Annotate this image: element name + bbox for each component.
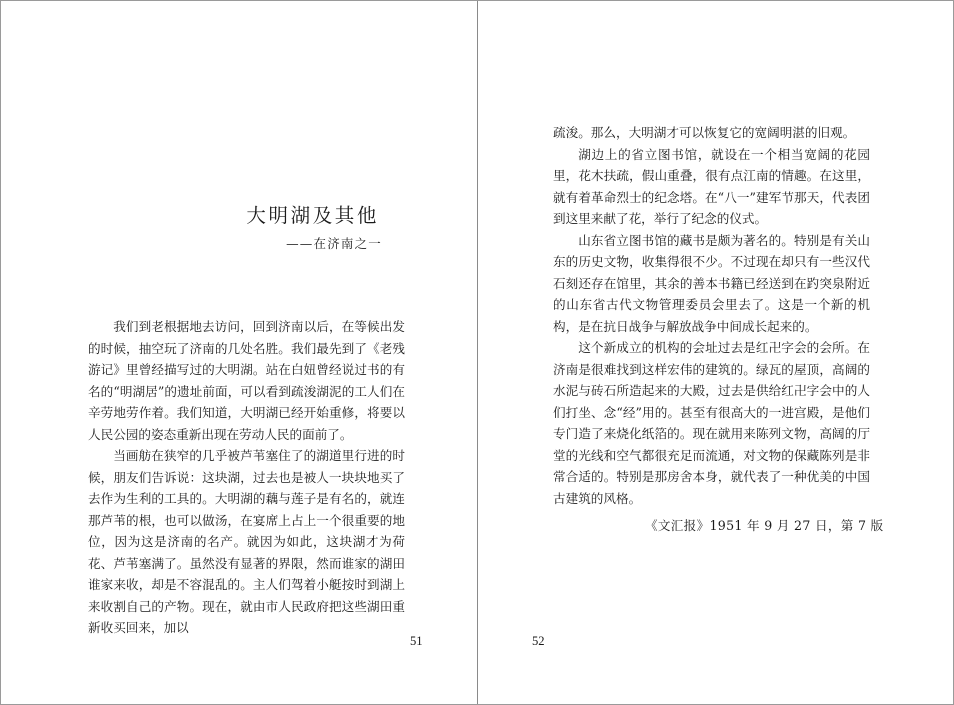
paragraph: 当画舫在狭窄的几乎被芦苇塞住了的湖道里行进的时候，朋友们告诉说：这块湖，过去也是被人一块块地买了去作为生利的工具的。大明湖的藕与莲子是有名的，就连那芦苇的根，也可以做汤，在宴席上占上一个很重要的地位，因为这是济南的名产。就因为如此，这块湖才为荷花、芦苇塞满了。虽然没有显著的界限，然而谁家的湖田谁家来收，却是不容混乱的。主人们驾着小艇按时到湖上来收割自己的产物。现在，就由市人民政府把这些湖田重新收买回来，加以 bbox=[88, 448, 405, 635]
source-citation: 《文汇报》1951 年 9 月 27 日，第 7 版 bbox=[645, 518, 884, 533]
right-body-text bbox=[553, 122, 870, 509]
page-number: 52 bbox=[532, 634, 545, 648]
paragraph-continuation: 疏浚。那么，大明湖才可以恢复它的宽阔明湛的旧观。 bbox=[553, 125, 856, 140]
article-subtitle: ——在济南之一 bbox=[286, 236, 382, 251]
left-page bbox=[1, 1, 477, 704]
article-title: 大明湖及其他 bbox=[246, 204, 379, 227]
right-page bbox=[478, 1, 954, 704]
paragraph: 山东省立图书馆的藏书是颇为著名的。特别是有关山东的历史文物，收集得很不少。不过现在却只有一些汉代石刻还存在馆里，其余的善本书籍已经送到在趵突泉附近的山东省古代文物管理委员会里去了。这是一个新的机构，是在抗日战争与解放战争中间成长起来的。 bbox=[553, 232, 870, 334]
paragraph: 这个新成立的机构的会址过去是红卍字会的会所。在济南是很难找到这样宏伟的建筑的。绿瓦的屋顶，高阔的水泥与砖石所造起来的大殿，过去是供给红卍字会中的人们打坐、念“经”用的。甚至有很高大的一进宫殿，是他们专门造了来烧化纸箔的。现在就用来陈列文物，高阔的厅堂的光线和空气都很充足而流通，对文物的保藏陈列是非常合适的。特别是那房舍本身，就代表了一种优美的中国古建筑的风格。 bbox=[553, 340, 870, 506]
paragraph: 我们到老根据地去访问，回到济南以后，在等候出发的时候，抽空玩了济南的几处名胜。我们最先到了《老残游记》里曾经描写过的大明湖。站在白妞曾经说过书的有名的“明湖居”的遗址前面，可以看到疏浚湖泥的工人们在辛劳地劳作着。我们知道，大明湖已经开始重修，将要以人民公园的姿态重新出现在劳动人民的面前了。 bbox=[88, 319, 405, 442]
left-body-text bbox=[88, 316, 405, 639]
paragraph: 湖边上的省立图书馆，就设在一个相当宽阔的花园里，花木扶疏，假山重叠，很有点江南的情趣。在这里，就有着革命烈士的纪念塔。在“八一”建军节那天，代表团到这里来献了花，举行了纪念的仪式。 bbox=[553, 146, 870, 226]
page-number: 51 bbox=[410, 634, 423, 648]
